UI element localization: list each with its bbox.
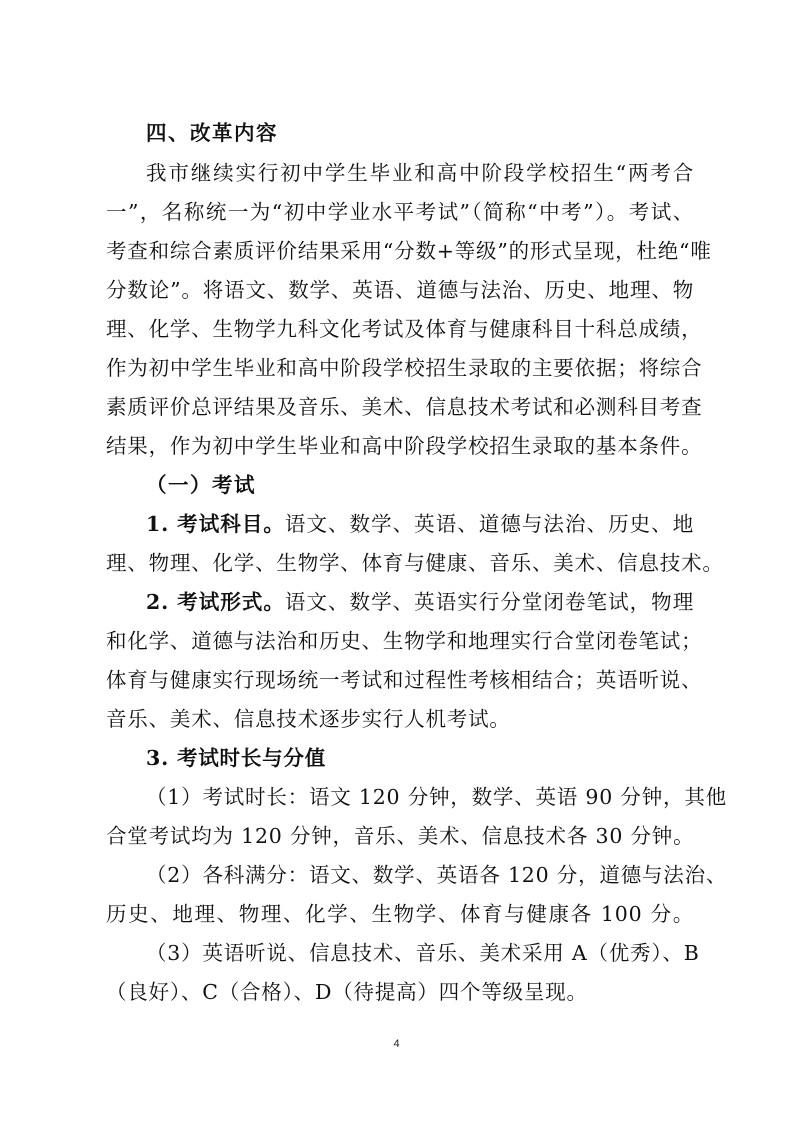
paragraph-line: 和化学、道德与法治和历史、生物学和地理实行合堂闭卷笔试； (106, 629, 703, 653)
paragraph-line: 一”，名称统一为“初中学业水平考试”（简称“中考”）。考试、 (106, 200, 694, 224)
paragraph-line: 体育与健康实行现场统一考试和过程性考核相结合；英语听说、 (106, 668, 703, 692)
section-heading: 四、改革内容 (146, 121, 278, 145)
paragraph-line: 作为初中学生毕业和高中阶段学校招生录取的主要依据；将综合 (106, 356, 703, 380)
paragraph-line: 考查和综合素质评价结果采用“分数+等级”的形式呈现，杜绝“唯 (106, 239, 712, 263)
item-2-first-line (146, 587, 694, 617)
item-1-title: 1. 考试科目。 (146, 512, 285, 536)
item-1-text: 语文、数学、英语、道德与法治、历史、地 (284, 512, 694, 536)
paragraph-line: 历史、地理、物理、化学、生物学、体育与健康各 100 分。 (106, 902, 694, 926)
page-number: 4 (393, 1038, 400, 1050)
paragraph-line: （3）英语听说、信息技术、音乐、美术采用 A（优秀）、B (146, 941, 700, 965)
paragraph-line: 我市继续实行初中学生毕业和高中阶段学校招生“两考合 (146, 161, 694, 185)
paragraph-line: （2）各科满分：语文、数学、英语各 120 分，道德与法治、 (146, 863, 728, 887)
item-2-text: 语文、数学、英语实行分堂闭卷笔试，物理 (284, 590, 694, 614)
item-2-title: 2. 考试形式。 (146, 590, 285, 614)
paragraph-line: 结果，作为初中学生毕业和高中阶段学校招生录取的基本条件。 (106, 434, 703, 458)
paragraph-line: 音乐、美术、信息技术逐步实行人机考试。 (106, 707, 511, 731)
item-3-title: 3. 考试时长与分值 (146, 746, 327, 770)
paragraph-line: 合堂考试均为 120 分钟，音乐、美术、信息技术各 30 分钟。 (106, 824, 695, 848)
paragraph-line: 理、化学、生物学九科文化考试及体育与健康科目十科总成绩， (106, 317, 703, 341)
paragraph-line: （1）考试时长：语文 120 分钟，数学、英语 90 分钟，其他 (146, 785, 727, 809)
paragraph-line: 理、物理、化学、生物学、体育与健康、音乐、美术、信息技术。 (106, 551, 724, 575)
subsection-heading: （一）考试 (146, 473, 256, 497)
paragraph-line: 素质评价总评结果及音乐、美术、信息技术考试和必测科目考查 (106, 395, 703, 419)
paragraph-line: 分数论”。将语文、数学、英语、道德与法治、历史、地理、物 (106, 278, 694, 302)
item-1-first-line (146, 509, 694, 539)
paragraph-line: （良好）、C（合格）、D（待提高）四个等级呈现。 (106, 980, 588, 1004)
